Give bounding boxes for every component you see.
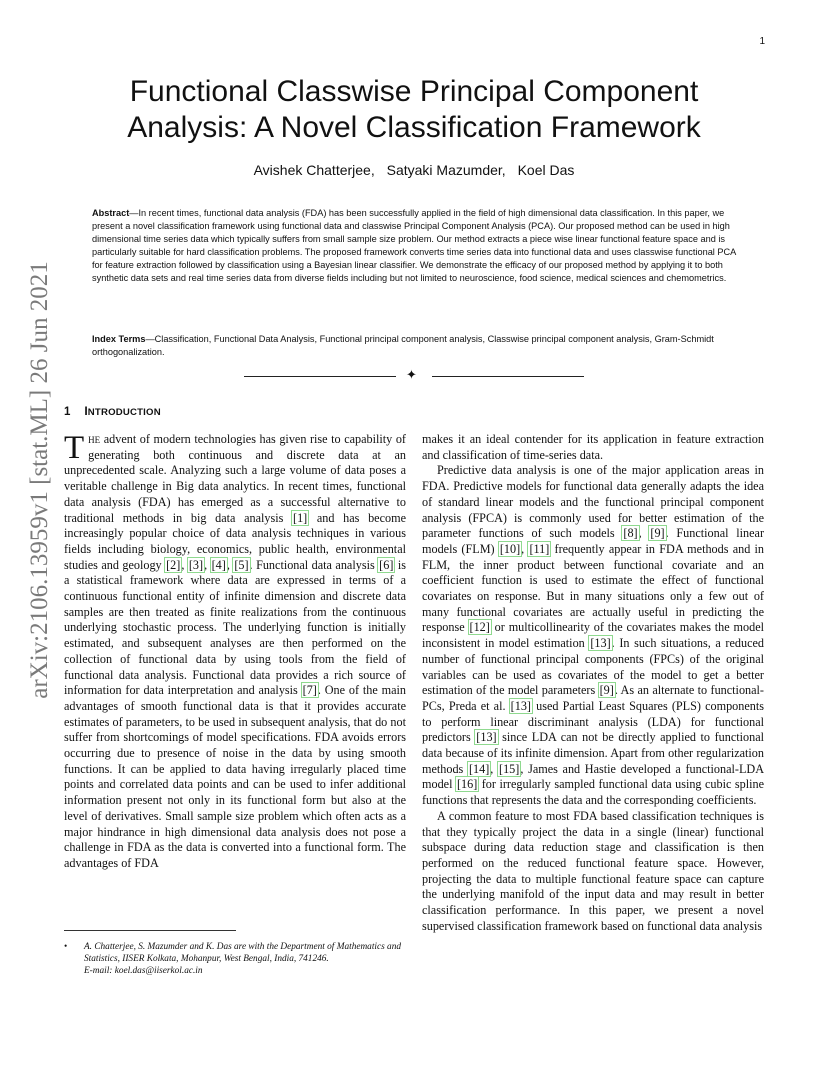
citation-link[interactable]: [6] — [379, 557, 394, 572]
index-terms-text: —Classification, Functional Data Analysis, Functional principal component analysis, Classwise principal component analysis, Gram-Schmidt orthogonalization. — [92, 334, 714, 358]
citation-link[interactable]: [12] — [469, 620, 490, 635]
page-number: 1 — [759, 36, 765, 47]
title-line-2: Analysis: A Novel Classification Framework — [127, 111, 701, 144]
citation-link[interactable]: [15] — [499, 761, 520, 776]
citation-link[interactable]: [7] — [302, 683, 317, 698]
text-segment: , — [490, 761, 499, 776]
abstract-text: —In recent times, functional data analysis (FDA) has been successfully applied in the field of high dimensional data classification. In this paper, we present a novel classification framework using functional data and classwise Principal Component Analysis (PCA). Our proposed method can be used in high dimensional time series data which typically suffers from small sample size problem. Our method extracts a piece wise linear functional feature space and is particularly suitable for hard classification problems. The proposed framework converts time series data into functional data and uses classwise functional PCA for feature extraction followed by classification using a Bayesian linear classifier. We demonstrate the efficacy of our proposed method by applying it to both synthetic data sets and real time series data from diverse fields including but not limited to neuroscience, food science, medical sciences and chemometrics. — [92, 208, 736, 284]
intro-paragraph-1 — [64, 432, 406, 872]
author-2: Satyaki Mazumder, — [386, 162, 506, 178]
citation-link[interactable]: [10] — [499, 541, 521, 556]
index-terms-label: Index Terms — [92, 334, 146, 344]
section-title-rest: NTRODUCTION — [87, 407, 161, 418]
text-segment: for irregularly sampled functional data using cubic spline functions that represents the data and the corresponding coefficients. — [422, 777, 764, 808]
intro-paragraph-2 — [422, 463, 764, 808]
citation-link[interactable]: [9] — [599, 683, 614, 698]
text-segment: , — [521, 541, 529, 556]
text-segment: Predictive data analysis is one of the major application areas in FDA. Predictive models for functional data generally adapts the idea of standard linear models and the functional principal component analysis (FPCA) is commonly used for better estimation of the parameter functions of such models — [422, 463, 764, 541]
text-segment: advent of modern technologies has given rise to capability of generating both continuous and discrete data at an unprecedented scale. Analyzing such a large volume of data poses a veritable challenge in Big data analytics. In recent times, functional data analysis (FDA) has emerged as a successful alternative to traditional methods in big data analysis — [64, 432, 406, 525]
text-segment: is a statistical framework where data are expressed in terms of a continuous functional entity of infinite dimension and discrete data samples are then treated as finite realizations from the continuous underlying stochastic process. The underlying function is initially estimated, and subsequent analyses are then performed on the collection of functional data by using tools from the field of functional data analysis. Functional data provides a rich source of information for data interpretation and analysis — [64, 557, 406, 698]
divider-line-right — [432, 376, 584, 377]
abstract-label: Abstract — [92, 208, 130, 218]
citation-link[interactable]: [3] — [188, 557, 204, 572]
text-segment: frequently appear in FDA methods and in FLM, the inner product between functional covariate and an coefficient function is used to estimate the effect of functional covariates on response. But in many situations only a few out of many functional covariates are actually useful in predicting the response — [422, 541, 765, 635]
text-segment: or multicollinearity of the covariates makes the model inconsistent in model estimation — [422, 620, 764, 651]
citation-link[interactable]: [5] — [234, 557, 249, 572]
author-1: Avishek Chatterjee, — [253, 162, 375, 178]
footnote-email: E-mail: koel.das@iiserkol.ac.in — [84, 966, 203, 976]
author-list — [60, 162, 768, 178]
text-segment: , — [204, 557, 211, 572]
divider-star-icon: ✦ — [406, 368, 417, 383]
abstract — [92, 207, 737, 286]
citation-link[interactable]: [2] — [166, 557, 181, 572]
footnote-rule — [64, 930, 236, 931]
title-line-1: Functional Classwise Principal Component — [129, 75, 699, 108]
intro-paragraph-1-cont: makes it an ideal contender for its application in feature extraction and classification of time-series data. — [422, 432, 764, 462]
footnote-bullet: • — [64, 942, 68, 952]
paper-title — [60, 74, 768, 146]
text-segment: and has become increasingly popular choice of data analysis techniques in various fields including biology, economics, public health, environmental studies and geology — [64, 510, 406, 572]
author-3: Koel Das — [517, 162, 575, 178]
text-segment: . Functional data analysis — [249, 557, 379, 572]
text-segment: . Functional linear models (FLM) — [422, 526, 764, 556]
text-segment: used Partial Least Squares (PLS) components to perform linear discriminant analysis (LDA) for functional predictors — [422, 698, 764, 745]
text-segment: , James and Hastie developed a functional-LDA model — [422, 761, 764, 792]
citation-link[interactable]: [16] — [456, 777, 478, 792]
citation-link[interactable]: [13] — [476, 730, 497, 745]
intro-paragraph-3: A common feature to most FDA based classification techniques is that they typically project the data in a single (linear) functional subspace during data reduction stage and classification is then performed on the reduced functional feature space. However, projecting the data to multiple functional feature space can capture the underlying manifold of the input data and may result in better classification performance. In this paper, we present a novel supervised classification framework based on functional data analysis — [422, 808, 764, 933]
citation-link[interactable]: [14] — [468, 761, 490, 776]
citation-link[interactable]: [11] — [529, 541, 550, 556]
text-segment: , — [181, 557, 188, 572]
arxiv-identifier-text: arXiv:2106.13959v1 [stat.ML] 26 Jun 2021 — [26, 261, 53, 699]
citation-link[interactable]: [4] — [211, 557, 226, 572]
citation-link[interactable]: [1] — [293, 510, 308, 525]
author-affiliation-footnote — [64, 941, 406, 977]
drop-cap: T — [64, 430, 85, 466]
text-segment: . One of the main advantages of smooth functional data is that it provides accurate estimates of parameters, to be used in subsequent analysis, that do not suffer from shortcomings of model specifications. FDA avoids errors occurring due to presence of noise in the data by using smooth functions. It can be applied to data having irregularly placed time points and correlated data points and can be used to infer additional information present not only in its functional form but also at the level of derivatives. Small sample size problem which often acts as a major hindrance in high dimensional data analysis does not pose a challenge in FDA as the data is converted into a functional form. The advantages of FDA — [64, 683, 407, 870]
left-column — [64, 432, 406, 872]
arxiv-identifier-stamp — [20, 261, 60, 699]
citation-link[interactable]: [9] — [650, 526, 665, 541]
citation-link[interactable]: [13] — [590, 636, 611, 651]
right-column — [422, 432, 764, 935]
citation-link[interactable]: [8] — [623, 526, 638, 541]
citation-link[interactable]: [13] — [510, 698, 531, 713]
section-title-initial: I — [84, 404, 88, 418]
text-segment: , — [638, 526, 650, 541]
section-number: 1 — [64, 406, 71, 418]
section-heading-introduction — [64, 404, 161, 418]
text-segment: , — [226, 557, 234, 572]
section-divider — [244, 368, 584, 383]
text-segment: since LDA can not be directly applied to functional data because of its infinite dimension. Apart from other regularization methods — [422, 730, 764, 776]
divider-line-left — [244, 376, 396, 377]
smallcaps-lead: he — [88, 432, 101, 446]
footnote-affiliation: A. Chatterjee, S. Mazumder and K. Das are with the Department of Mathematics and Statistics, IISER Kolkata, Mohanpur, West Bengal, India, 741246. — [84, 942, 402, 964]
index-terms — [92, 333, 737, 359]
text-segment: . As an alternate to functional-PCs, Preda et al. — [422, 683, 764, 713]
text-segment: . In such situations, a reduced number of functional principal components (FPCs) of the original variables can be used as covariates of the model to get a better estimation of the model parameters — [422, 636, 764, 698]
